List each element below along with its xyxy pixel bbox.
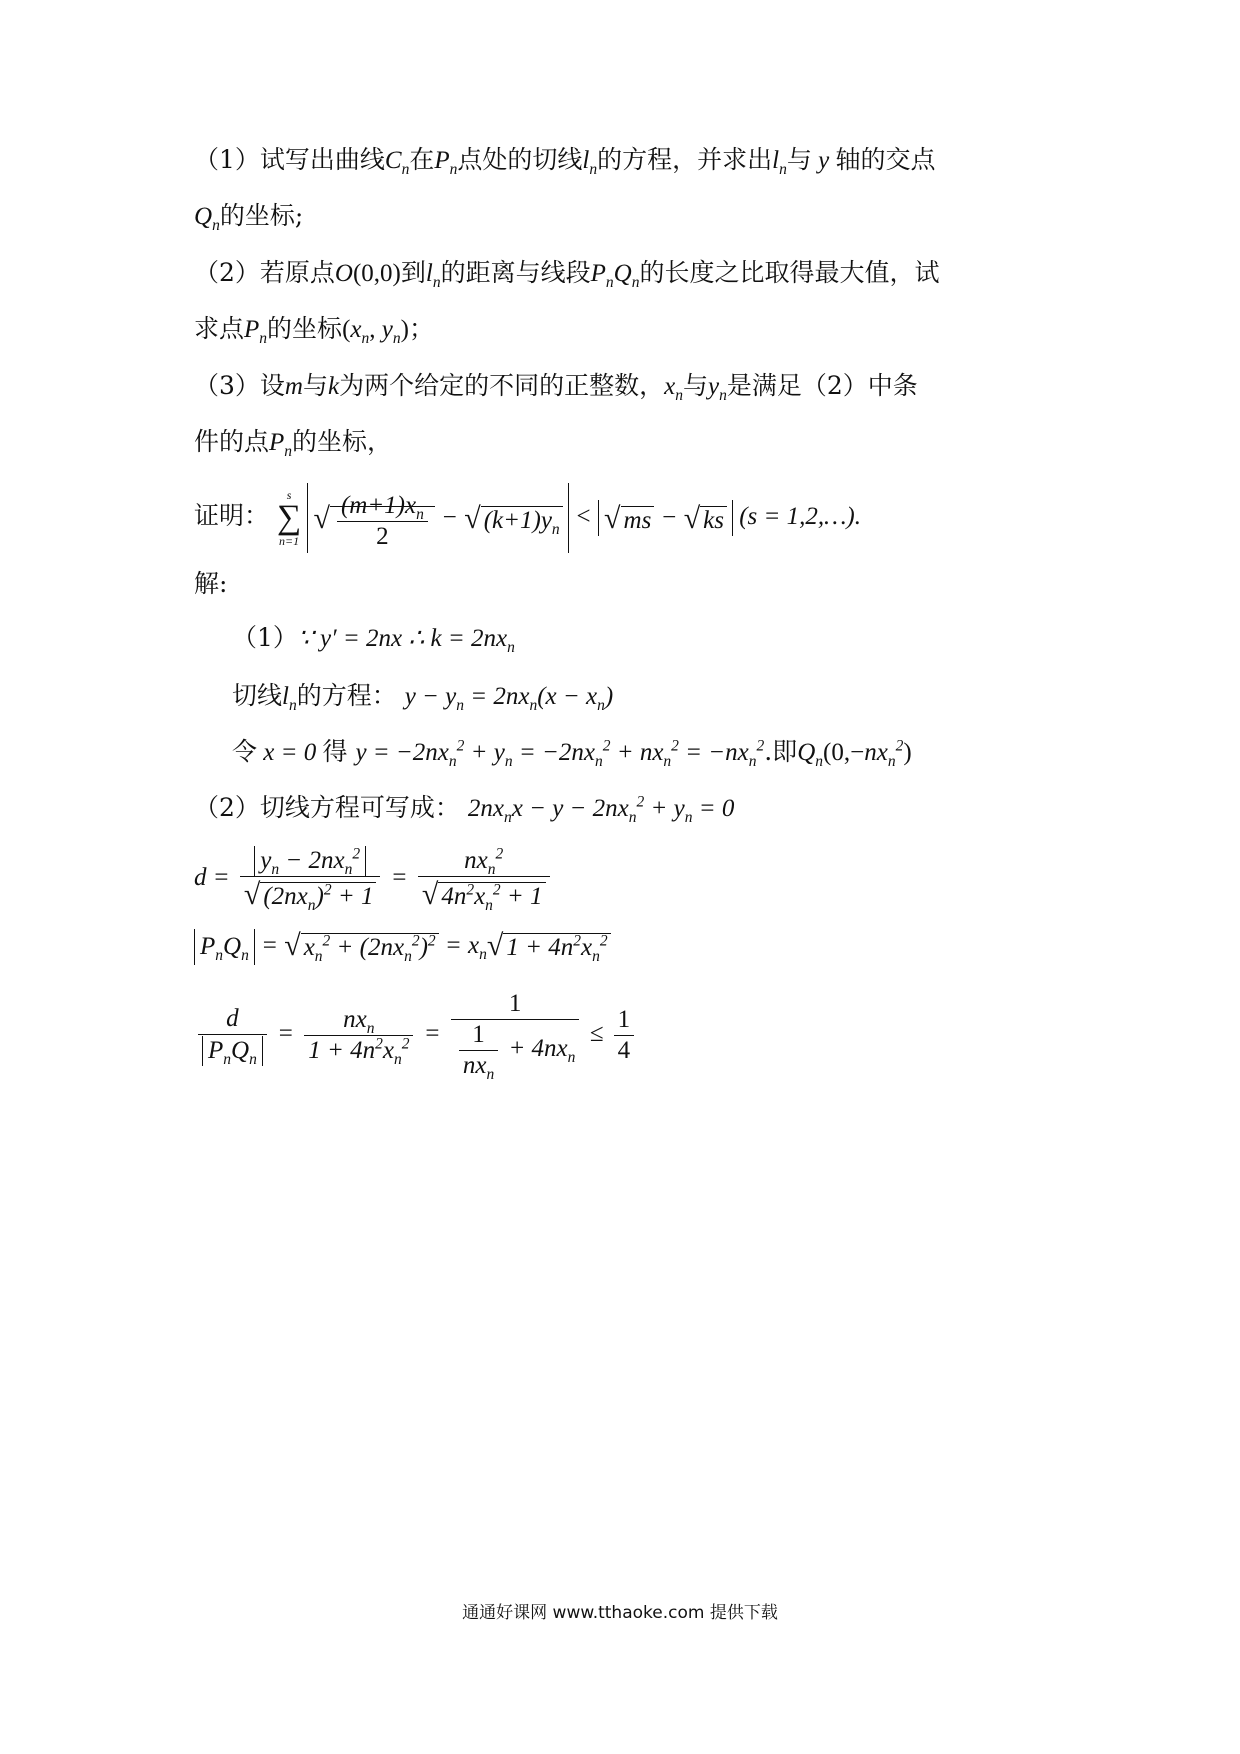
text: 与 (682, 371, 708, 400)
text: 求点 (194, 314, 245, 343)
text: 的长度之比取得最大值，试 (639, 258, 940, 287)
part2-line2: 求点$P_n$的坐标($x_n$, $y_n$)； (194, 314, 434, 347)
text: 轴的交点 (835, 145, 936, 174)
distance-formula: d = $\frac{y_n - 2nx_n^2}{√ (2nx_n)^2 + 1}$ = $\frac{nx_n^2}{√ 4n^2x_n^2 + 1}$ (194, 840, 554, 916)
part2-line1: （2）若原点O(0,0)到$l_n$的距离与线段$P_nQ_n$的长度之比取得最大值，试 (194, 258, 940, 291)
text: 的坐标， (292, 427, 393, 456)
solution-part2: （2）切线方程可写成： $2nx_nx - y - 2nx_n^2 + y_n = 0$ (194, 793, 735, 826)
part3-line1: （3）设m与k为两个给定的不同的正整数，$x_n$与$y_n$是满足（2）中条 (194, 371, 918, 404)
text: 的方程： (296, 681, 397, 710)
text: 与 (786, 145, 812, 174)
part3-line2: 件的点$P_n$的坐标， (194, 427, 393, 460)
part1-line2: $Q_n$的坐标; (194, 201, 304, 234)
part1-line1: （1）试写出曲线$C_n$在$P_n$点处的切线$l_n$的方程，并求出$l_n$与 y 轴的交点 (194, 145, 936, 178)
text: 的距离与线段 (440, 258, 591, 287)
text: 的坐标; (219, 201, 304, 230)
text: 切线 (232, 681, 283, 710)
proof-statement: 证明： s ∑ n=1 √ $\frac{(m+1)x_n}{2}$ − √ $(k+1)y_n$ < √ ms − √ ks (s = 1,2,…). (194, 476, 861, 557)
text: （3）设 (194, 371, 285, 400)
text: ； (408, 314, 434, 343)
text: 在 (409, 145, 435, 174)
text: 点处的切线 (457, 145, 583, 174)
solution-part1: （1）∵ y′ = 2nx ∴ $k = 2nx_n$ (232, 623, 515, 656)
text: （2）若原点 (194, 258, 335, 287)
text: 为两个给定的不同的正整数， (339, 371, 665, 400)
proof-label: 证明： (194, 501, 270, 530)
footer-credit: 通通好课网 www.tthaoke.com 提供下载 (462, 1603, 778, 1623)
text: （2）切线方程可写成： (194, 793, 460, 822)
solution-label: 解: (194, 569, 228, 598)
text: 到 (400, 258, 426, 287)
text: 令 (232, 737, 258, 766)
text: 的坐标 (267, 314, 343, 343)
segment-length: $P_nQ_n$ = √ $x_n^2 + (2nx_n^2)^2 = x_n√$ $1 + 4n^2x_n^2$ (194, 928, 611, 966)
ratio-formula: $\frac{d}{P_nQ_n}$ = $\frac{nx_n}{1 + 4n^2x_n^2}$ = 1 $\frac{1}{nx_n}$ + $4nx_n$ ≤ $\frac{1}{4}$ (194, 984, 638, 1084)
summation: s ∑ n=1 (276, 488, 302, 549)
text: 的方程，并求出 (597, 145, 773, 174)
proof-tail: (s = 1,2,…). (739, 503, 861, 530)
text: .即 (764, 737, 798, 766)
text: 与 (302, 371, 328, 400)
intercept-line: 令 x = 0 得 $y = -2nx_n^2 + y_n = -2nx_n^2 + nx_n^2 = -nx_n^2$.即$Q_n(0,-nx_n^2)$ (232, 737, 912, 770)
text: （1）试写出曲线 (194, 145, 385, 174)
text: 件的点 (194, 427, 270, 456)
text: 得 (322, 737, 348, 766)
tangent-equation: 切线$l_n$的方程： $y - y_n = 2nx_n(x - x_n)$ (232, 681, 614, 714)
derivative-eq: ∵ y′ = 2nx ∴ k = 2nx (297, 625, 508, 652)
text: 是满足（2）中条 (726, 371, 918, 400)
text: （1） (232, 623, 298, 652)
